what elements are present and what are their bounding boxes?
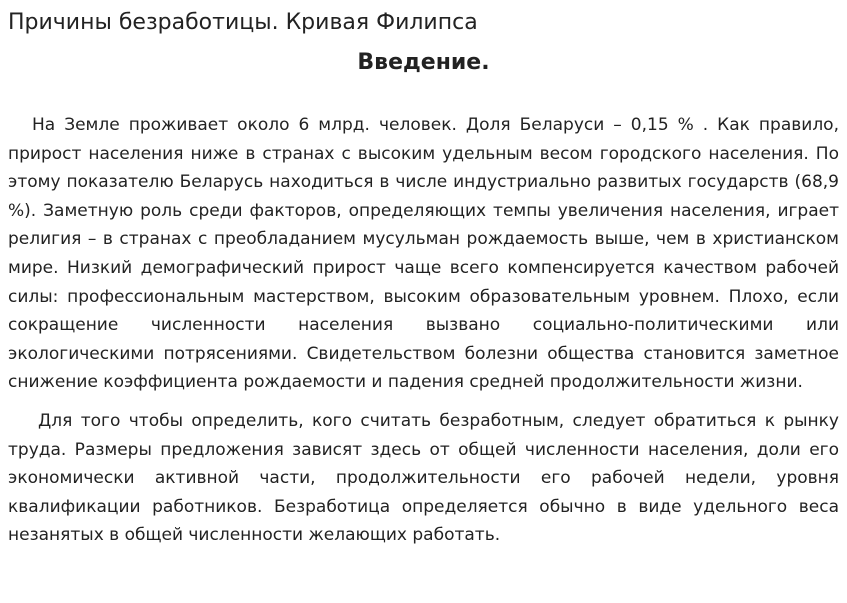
document-title: Причины безработицы. Кривая Филипса — [8, 10, 478, 35]
paragraph-labor-market: Для того чтобы определить, кого считать безработным, следует обратиться к рынку труда. Размеры предложения зависят здесь от общей численности населения, доли его экономически активной части, продолжительности его рабочей недели, уровня квалификации работников. Безработица определяется обычно в виде удельного веса незанятых в общей численности желающих работать. — [8, 410, 839, 546]
paragraph-introduction: На Земле проживает около 6 млрд. человек. Доля Беларуси – 0,15 % . Как правило, прирост населения ниже в странах с высоким удельным весом городского населения. По этому показателю Беларусь находиться в числе индустриально развитых государств (68,9 %). Заметную роль среди факторов, определяющих темпы увеличения населения, играет религия – в странах с преобладанием мусульман рождаемость выше, чем в христианском мире. Низкий демографический прирост чаще всего компенсируется качеством рабочей силы: профессиональным мастерством, высоким образовательным уровнем. Плохо, если сокращение численности населения вызвано социально-политическими или экологическими потрясениями. Свидетельством болезни общества становится заметное снижение коэффициента рождаемости и падения средней продолжительности жизни. — [8, 115, 839, 393]
section-heading: Введение. — [357, 50, 490, 75]
document-page — [8, 0, 839, 550]
